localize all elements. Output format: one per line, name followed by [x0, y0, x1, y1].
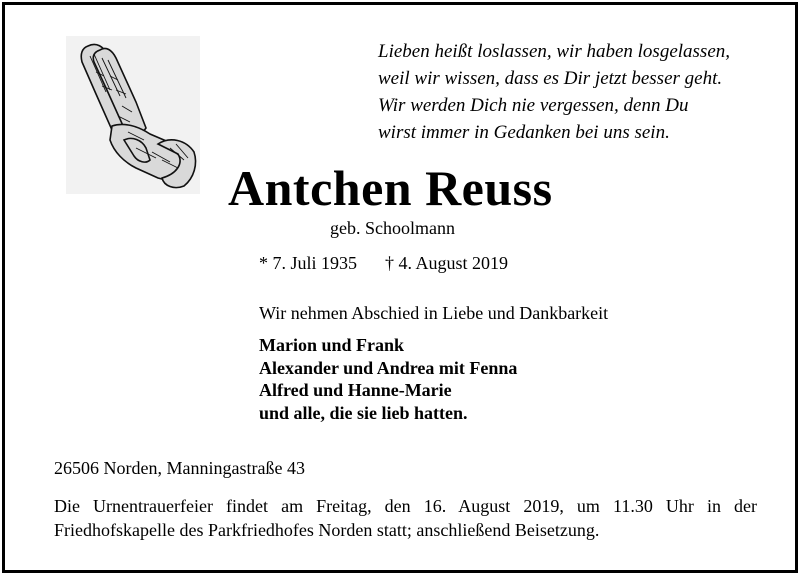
life-dates [259, 252, 508, 274]
praying-hands-icon [66, 36, 200, 194]
memorial-verse [378, 38, 778, 146]
mourners-list [259, 334, 517, 424]
ceremony-notice: Die Urnentrauerfeier findet am Freitag, den 16. August 2019, um 11.30 Uhr in der Friedhofskapelle des Parkfriedhofes Norden statt; anschließend Beisetzung. [54, 496, 757, 540]
verse-line: wirst immer in Gedanken bei uns sein. [378, 122, 670, 143]
mourner-entry: Alexander und Andrea mit Fenna [259, 357, 518, 378]
birth-date: * 7. Juli 1935 [259, 253, 358, 273]
mourner-entry: und alle, die sie lieb hatten. [259, 402, 468, 423]
verse-line: Lieben heißt loslassen, wir haben losgelassen, [378, 41, 731, 62]
address: 26506 Norden, Manningastraße 43 [54, 458, 305, 478]
mourner-entry: Alfred und Hanne-Marie [259, 380, 452, 400]
death-date: † 4. August 2019 [385, 253, 509, 273]
deceased-name: Antchen Reuss [228, 160, 553, 216]
farewell-line: Wir nehmen Abschied in Liebe und Dankbarkeit [259, 303, 609, 323]
birth-name: geb. Schoolmann [330, 218, 455, 238]
verse-line: weil wir wissen, dass es Dir jetzt besser geht. [378, 68, 723, 89]
mourner-entry: Marion und Frank [259, 335, 405, 355]
verse-line: Wir werden Dich nie vergessen, denn Du [378, 95, 689, 116]
